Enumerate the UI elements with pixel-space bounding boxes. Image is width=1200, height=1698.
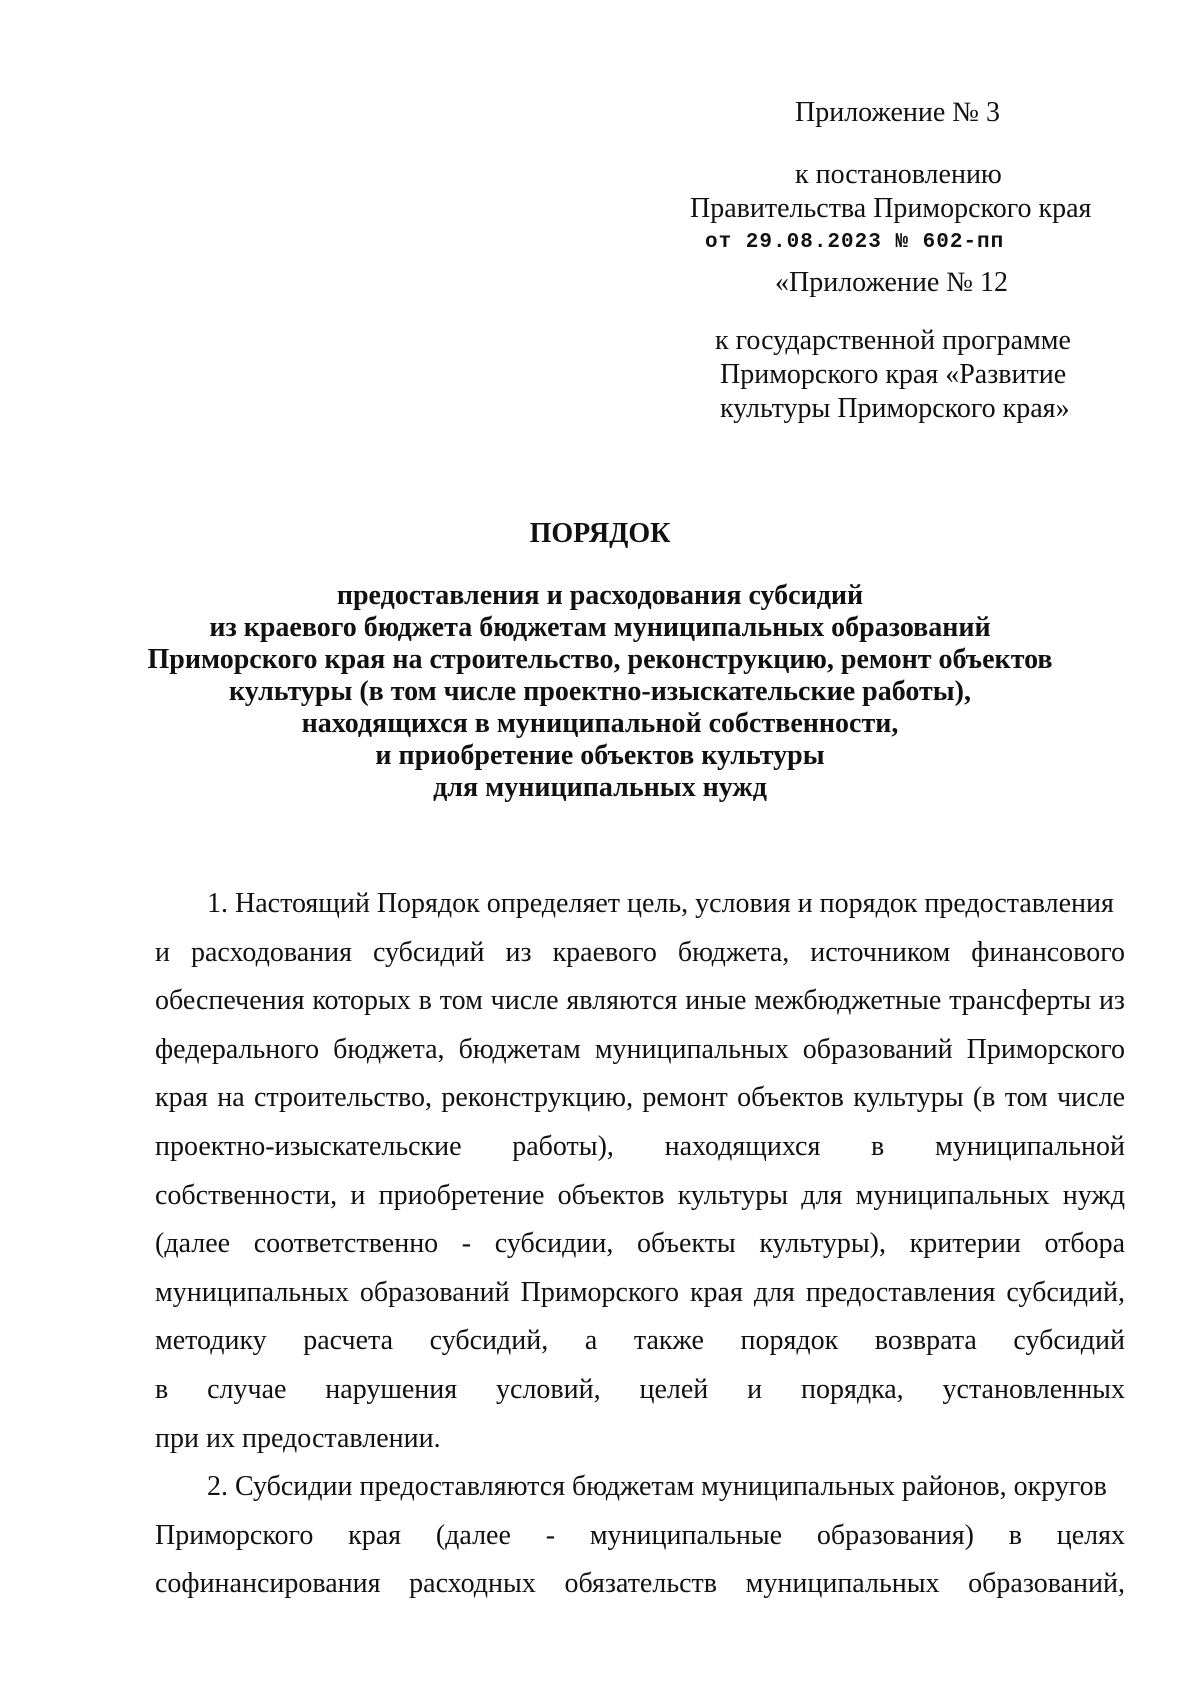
paragraph-line: Приморского края (далее - муниципальные образования) в целях — [155, 1519, 1125, 1551]
paragraph-line: в случае нарушения условий, целей и порядка, установленных — [155, 1373, 1125, 1405]
program-line-3: культуры Приморского края» — [720, 393, 1070, 424]
paragraph-line: проектно-изыскательские работы), находящихся в муниципальной — [155, 1130, 1125, 1162]
paragraph-line: методику расчета субсидий, а также порядок возврата субсидий — [155, 1325, 1125, 1357]
document-title: ПОРЯДОК — [529, 518, 671, 549]
paragraph-line: (далее соответственно - субсидии, объекты культуры), критерии отбора — [155, 1228, 1125, 1260]
appendix-number: Приложение № 3 — [795, 97, 1000, 128]
paragraph-line: собственности, и приобретение объектов культуры для муниципальных нужд — [155, 1179, 1125, 1211]
paragraph-2 — [155, 1463, 1125, 1609]
document-body — [155, 880, 1125, 1609]
date-number-stamp: от 29.08.2023 № 602-пп — [705, 231, 1005, 254]
subtitle-line: Приморского края на строительство, реконструкцию, ремонт объектов — [147, 644, 1053, 675]
program-line-1: к государственной программе — [715, 325, 1071, 356]
paragraph-line: при их предоставлении. — [155, 1422, 441, 1454]
subtitle-line: предоставления и расходования субсидий — [336, 580, 864, 611]
appendix-12-label: «Приложение № 12 — [775, 267, 1008, 298]
paragraph-line: и расходования субсидий из краевого бюджета, источником финансового — [155, 936, 1125, 968]
subtitle-line: и приобретение объектов культуры — [375, 740, 825, 771]
paragraph-line: федерального бюджета, бюджетам муниципальных образований Приморского — [155, 1033, 1125, 1065]
subtitle-line: культуры (в том числе проектно-изыскательские работы), — [229, 676, 971, 707]
government-label: Правительства Приморского края — [690, 193, 1092, 224]
subtitle-line: из краевого бюджета бюджетам муниципальных образований — [209, 612, 991, 643]
paragraph-line: края на строительство, реконструкцию, ремонт объектов культуры (в том числе — [155, 1082, 1125, 1114]
paragraph-line: софинансирования расходных обязательств муниципальных образований, — [155, 1568, 1125, 1600]
subtitle-line: находящихся в муниципальной собственности, — [301, 708, 899, 739]
to-resolution-label: к постановлению — [795, 159, 1002, 190]
paragraph-line: 2. Субсидии предоставляются бюджетам муниципальных районов, округов — [207, 1471, 1107, 1503]
program-line-2: Приморского края «Развитие — [720, 359, 1067, 390]
document-subtitle — [140, 580, 1060, 804]
paragraph-line: муниципальных образований Приморского края для предоставления субсидий, — [155, 1276, 1125, 1308]
subtitle-line: для муниципальных нужд — [433, 772, 767, 803]
paragraph-1 — [155, 880, 1125, 1463]
paragraph-line: 1. Настоящий Порядок определяет цель, условия и порядок предоставления — [207, 888, 1114, 919]
paragraph-line: обеспечения которых в том числе являются иные межбюджетные трансферты из — [155, 985, 1125, 1017]
